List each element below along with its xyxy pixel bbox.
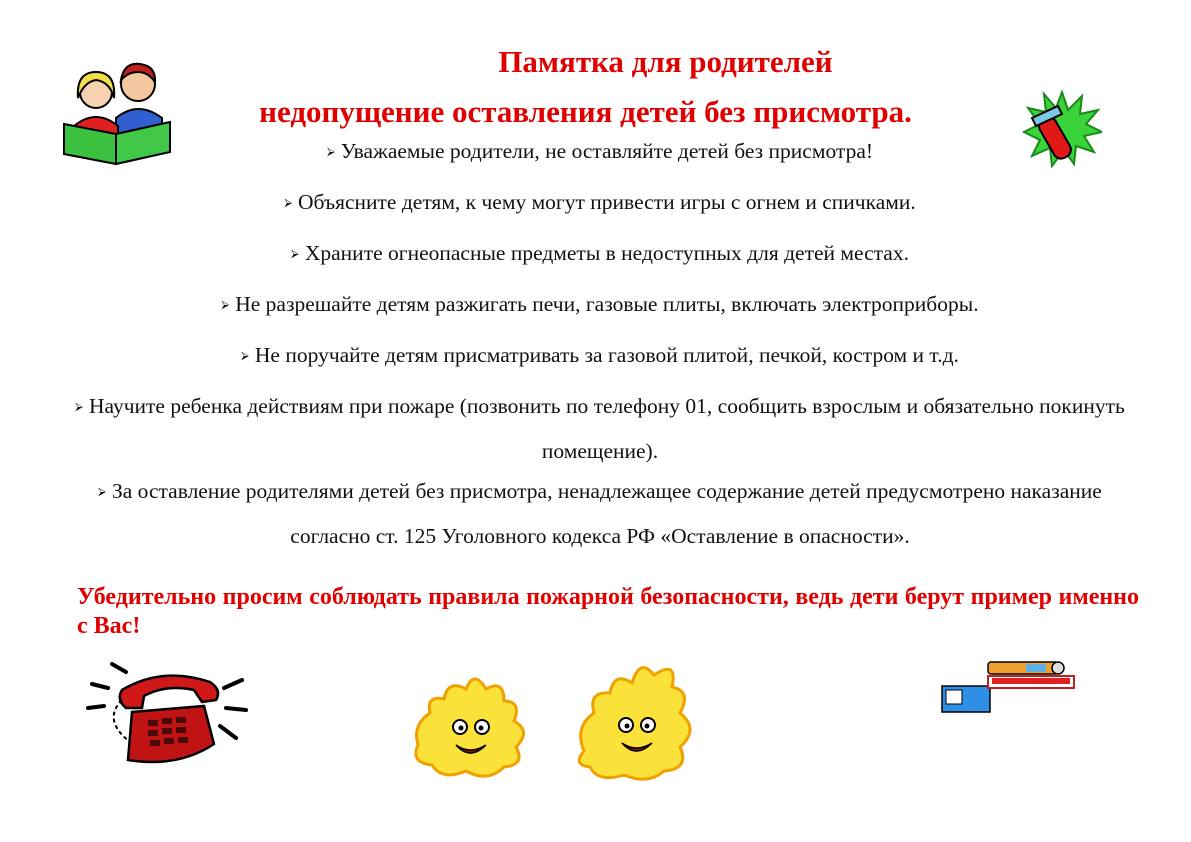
list-item: ⮚ Научите ребенка действиям при пожаре (позвонить по телефону 01, сообщить взрослым и обязательно покинуть помещение). [75, 394, 1125, 463]
bullet-marker: ⮚ [98, 486, 106, 498]
telephone-icon [82, 660, 250, 770]
bullet-marker: ⮚ [241, 350, 249, 362]
flames-icon [408, 655, 698, 785]
list-item: ⮚ Не разрешайте детям разжигать печи, газовые плиты, включать электроприборы. [221, 292, 979, 316]
appeal-text: Убедительно просим соблюдать правила пожарной безопасности, ведь дети берут пример именно с Вас! [77, 584, 1139, 639]
list-item: ⮚ Храните огнеопасные предметы в недоступных для детей местах. [291, 241, 909, 265]
bullet-marker: ⮚ [284, 197, 293, 209]
list-item: ⮚ За оставление родителями детей без присмотра, ненадлежащее содержание детей предусмотрено наказание согласно ст. 125 Уголовного кодекса РФ «Оставление в опасности». [98, 479, 1102, 548]
recommendations-list [60, 139, 1140, 584]
page-title: Памятка для родителей [498, 44, 833, 79]
bullet-marker: ⮚ [326, 146, 335, 158]
bullet-marker: ⮚ [291, 248, 299, 260]
list-item: ⮚ Не поручайте детям присматривать за газовой плитой, печкой, костром и т.д. [241, 343, 959, 367]
list-item: ⮚ Объясните детям, к чему могут привести игры с огнем и спичками. [284, 190, 916, 214]
page-subtitle: недопущение оставления детей без присмотра. [259, 94, 912, 129]
fire-truck-icon [940, 660, 1080, 714]
list-item: ⮚ Уважаемые родители, не оставляйте детей без присмотра! [326, 139, 874, 163]
bullet-marker: ⮚ [75, 401, 83, 413]
bullet-marker: ⮚ [221, 299, 230, 311]
